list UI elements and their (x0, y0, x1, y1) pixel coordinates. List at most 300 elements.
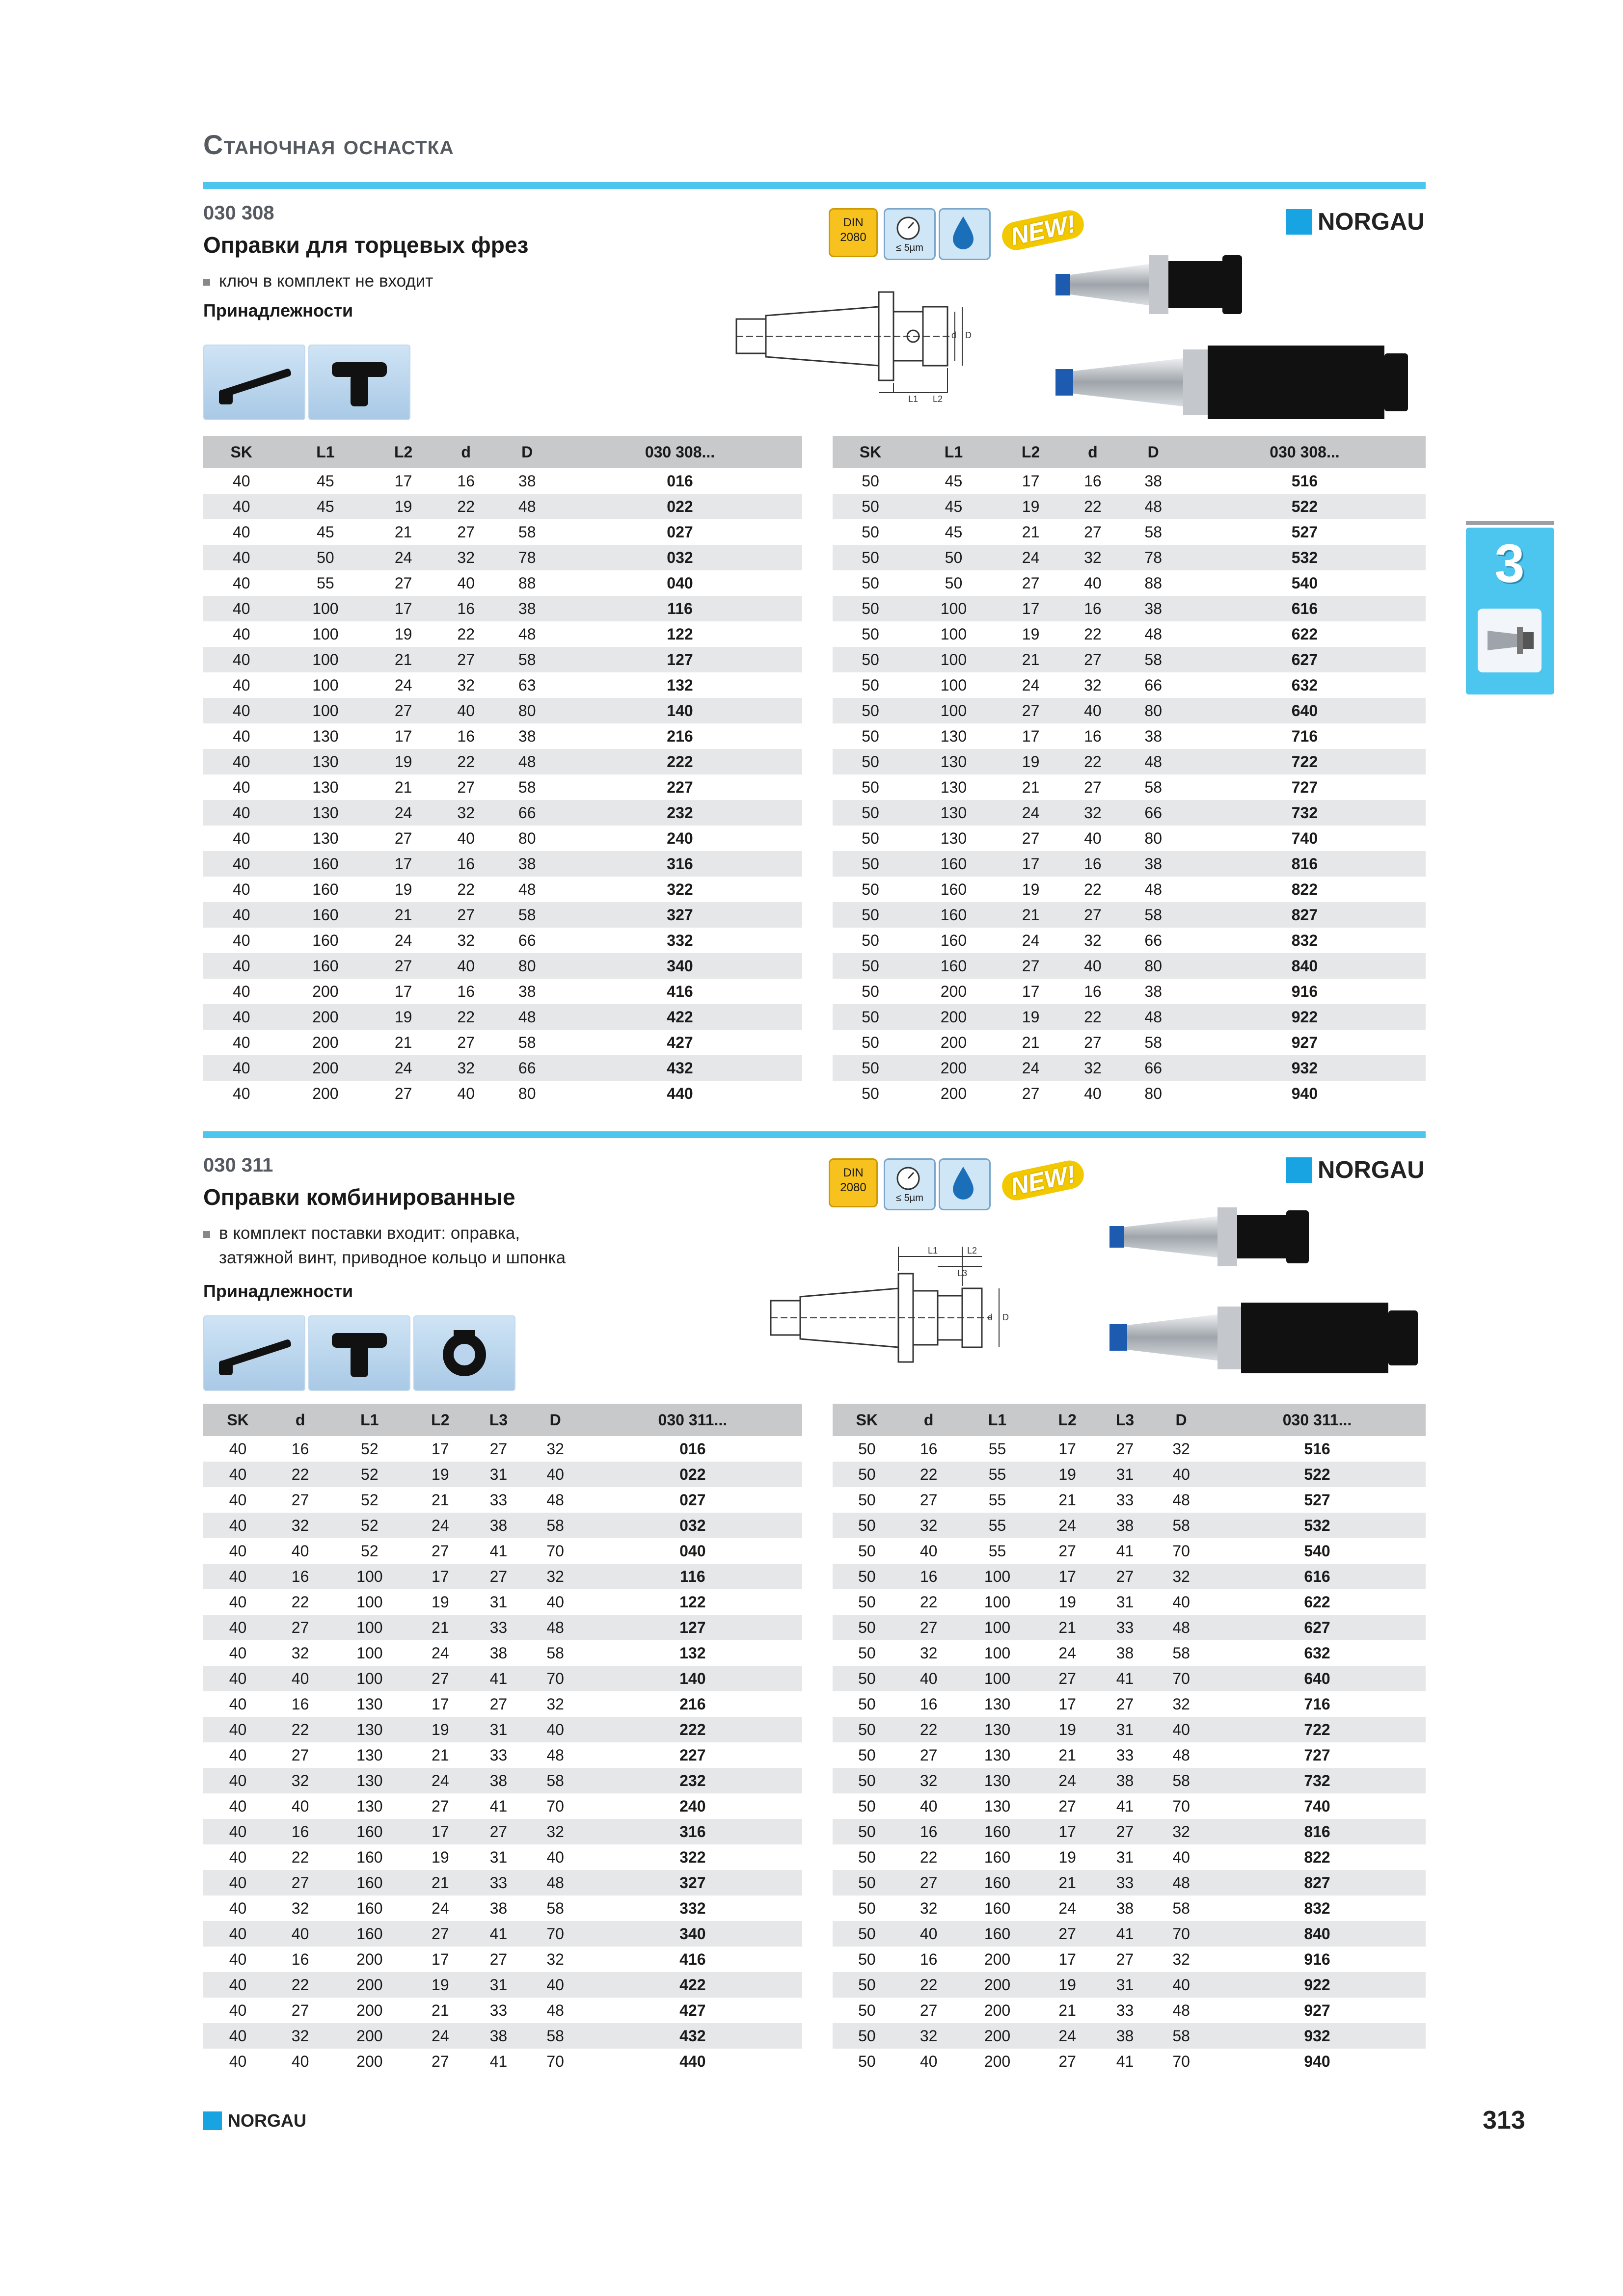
table-cell: 40 (203, 647, 280, 672)
table-cell: 22 (920, 1848, 938, 1866)
brand-square-icon (1286, 1157, 1312, 1183)
table-cell: 16 (435, 596, 497, 621)
article-code-cell: 716 (1304, 1695, 1330, 1713)
table-cell: 32 (291, 1899, 309, 1917)
article-code-cell: 432 (583, 2023, 802, 2049)
table-cell: 22 (435, 1004, 497, 1030)
table-cell: 66 (1144, 931, 1163, 949)
dim-l1-label: L1 (908, 394, 919, 404)
table-cell: 27 (272, 1870, 328, 1896)
table-cell: 40 (1084, 1084, 1102, 1102)
table-cell: 160 (984, 1848, 1011, 1866)
table-row (203, 570, 802, 596)
table-cell: 58 (1123, 647, 1184, 672)
article-code-cell: 332 (667, 931, 693, 949)
table-row (833, 1081, 1426, 1106)
table-row (203, 1819, 802, 1844)
table-row (833, 2023, 1426, 2049)
table-cell: 160 (908, 902, 999, 928)
table-cell: 22 (291, 1848, 309, 1866)
table-cell: 19 (394, 880, 412, 898)
article-code-cell: 627 (1209, 1615, 1426, 1640)
table-cell: 24 (432, 1644, 449, 1662)
table-cell: 38 (1116, 1644, 1134, 1662)
table-cell: 40 (229, 1491, 247, 1509)
table-cell: 40 (232, 982, 250, 1000)
article-code-cell: 327 (583, 1870, 802, 1896)
table-cell: 16 (920, 1950, 938, 1968)
table-cell: 27 (1022, 1084, 1040, 1102)
column-header: 030 308... (1184, 436, 1426, 468)
table-row (833, 545, 1426, 570)
table-cell: 200 (328, 1972, 411, 1998)
table-cell: 40 (1154, 1972, 1209, 1998)
table-cell: 17 (1058, 1695, 1076, 1713)
table-cell: 52 (361, 1542, 379, 1560)
table-row (203, 800, 802, 826)
table-cell: 17 (1022, 727, 1040, 745)
table-cell: 130 (280, 749, 372, 774)
table-cell: 50 (862, 829, 879, 847)
table-cell: 200 (312, 1084, 339, 1102)
din-label: DIN 2080 (840, 1166, 866, 1194)
table-cell: 45 (945, 472, 963, 490)
table-cell: 24 (432, 1899, 449, 1917)
table-cell: 130 (984, 1695, 1011, 1713)
table-cell: 45 (280, 494, 372, 519)
table-row (203, 953, 802, 979)
table-cell: 32 (546, 1950, 564, 1968)
article-code-cell: 116 (558, 596, 802, 621)
article-code-cell: 516 (1291, 472, 1318, 490)
table-row (203, 519, 802, 545)
table-cell: 48 (1144, 625, 1163, 643)
column-header: SK (203, 436, 280, 468)
table-cell: 50 (833, 1819, 901, 1844)
table-cell: 16 (291, 1950, 309, 1968)
table-cell: 100 (956, 1564, 1039, 1589)
table-cell: 22 (291, 1593, 309, 1611)
table-cell: 19 (1038, 1972, 1096, 1998)
spec-table-sk40 (203, 436, 802, 1106)
table-cell: 27 (489, 1440, 508, 1458)
table-cell: 24 (999, 800, 1062, 826)
table-cell: 66 (1144, 676, 1163, 694)
table-header-row (833, 1404, 1426, 1436)
table-cell: 130 (356, 1797, 383, 1815)
table-cell: 58 (1154, 1768, 1209, 1793)
table-cell: 66 (1123, 800, 1184, 826)
article-code-cell: 727 (1304, 1746, 1330, 1764)
column-header: SK (833, 436, 908, 468)
table-cell: 88 (518, 574, 536, 592)
article-code-cell: 722 (1184, 749, 1426, 774)
table-row (833, 1513, 1426, 1538)
column-header: L3 (469, 1404, 528, 1436)
table-cell: 80 (518, 829, 536, 847)
table-cell: 58 (1172, 1899, 1190, 1917)
table-cell: 200 (940, 982, 967, 1000)
column-header: D (1123, 436, 1184, 468)
table-row (833, 928, 1426, 953)
table-cell: 32 (1172, 1695, 1190, 1713)
table-cell: 48 (1123, 749, 1184, 774)
table-row (833, 494, 1426, 519)
table-row (203, 1691, 802, 1717)
table-cell: 17 (1038, 1564, 1096, 1589)
chapter-number: 3 (1494, 534, 1525, 594)
table-cell: 32 (546, 1440, 564, 1458)
table-row (203, 826, 802, 851)
table-cell: 40 (1154, 1717, 1209, 1742)
table-cell: 16 (920, 1695, 938, 1713)
table-cell: 17 (1022, 472, 1040, 490)
table-cell: 200 (356, 1950, 383, 1968)
table-row (203, 1055, 802, 1081)
table-cell: 19 (999, 1004, 1062, 1030)
section-code: 030 308 (203, 202, 274, 224)
table-cell: 40 (901, 1666, 956, 1691)
table-cell: 70 (1172, 1797, 1190, 1815)
article-code-cell: 722 (1209, 1717, 1426, 1742)
table-row (833, 1717, 1426, 1742)
table-cell: 160 (280, 851, 372, 877)
article-code-cell: 027 (667, 523, 693, 541)
table-cell: 58 (1123, 902, 1184, 928)
table-cell: 41 (1116, 1797, 1134, 1815)
table-cell: 50 (833, 2023, 901, 2049)
table-cell: 32 (457, 931, 475, 949)
article-code-cell: 627 (1184, 647, 1426, 672)
table-cell: 160 (312, 931, 339, 949)
technical-drawing (766, 1237, 1060, 1384)
table-cell: 24 (1058, 1644, 1076, 1662)
article-code-cell: 122 (667, 625, 693, 643)
table-cell: 33 (489, 2001, 508, 2019)
table-cell: 58 (1144, 523, 1163, 541)
table-cell: 22 (272, 1717, 328, 1742)
table-row (833, 1564, 1426, 1589)
article-code-cell: 740 (1291, 829, 1318, 847)
table-cell: 40 (229, 1899, 247, 1917)
table-cell: 40 (203, 953, 280, 979)
table-cell: 38 (1123, 596, 1184, 621)
table-cell: 50 (862, 1033, 879, 1051)
article-code-cell: 116 (583, 1564, 802, 1589)
table-cell: 27 (457, 1033, 475, 1051)
table-cell: 66 (496, 1055, 558, 1081)
table-cell: 40 (546, 1848, 564, 1866)
table-cell: 58 (528, 1768, 583, 1793)
article-code-cell: 016 (679, 1440, 706, 1458)
table-cell: 41 (1116, 2052, 1134, 2070)
table-row (203, 1921, 802, 1947)
table-cell: 31 (1096, 1462, 1154, 1487)
table-row (833, 826, 1426, 851)
table-cell: 40 (232, 625, 250, 643)
table-cell: 130 (280, 800, 372, 826)
table-cell: 66 (496, 800, 558, 826)
table-cell: 48 (518, 625, 536, 643)
article-code-cell: 316 (583, 1819, 802, 1844)
table-cell: 22 (1084, 625, 1102, 643)
brand-logo: NORGAU (1286, 208, 1425, 236)
table-cell: 50 (833, 1055, 908, 1081)
table-row (203, 2023, 802, 2049)
table-header-row (833, 436, 1426, 468)
section-divider (203, 1131, 1426, 1138)
table-cell: 19 (371, 494, 435, 519)
table-row (203, 979, 802, 1004)
table-cell: 16 (457, 982, 475, 1000)
table-cell: 19 (411, 1717, 470, 1742)
table-cell: 50 (858, 1848, 876, 1866)
table-cell: 19 (1038, 1717, 1096, 1742)
table-cell: 40 (229, 1644, 247, 1662)
table-cell: 17 (1022, 982, 1040, 1000)
table-cell: 32 (1084, 676, 1102, 694)
table-row (203, 596, 802, 621)
table-cell: 130 (312, 829, 339, 847)
brand-logo: NORGAU (1286, 1156, 1425, 1184)
table-cell: 58 (1154, 2023, 1209, 2049)
table-cell: 40 (229, 1542, 247, 1560)
table-row (203, 1030, 802, 1055)
table-cell: 58 (496, 647, 558, 672)
table-cell: 48 (1123, 1004, 1184, 1030)
table-cell: 27 (272, 1615, 328, 1640)
table-cell: 100 (280, 596, 372, 621)
table-cell: 80 (1144, 1084, 1163, 1102)
table-cell: 40 (229, 2001, 247, 2019)
table-cell: 40 (232, 778, 250, 796)
table-cell: 50 (833, 1564, 901, 1589)
runout-badge (884, 208, 936, 260)
table-cell: 40 (920, 1797, 938, 1815)
table-cell: 24 (1022, 676, 1040, 694)
table-cell: 40 (232, 676, 250, 694)
table-cell: 38 (469, 2023, 528, 2049)
table-cell: 40 (232, 1033, 250, 1051)
article-code-cell: 032 (583, 1513, 802, 1538)
table-cell: 58 (1144, 1033, 1163, 1051)
table-cell: 70 (1172, 2052, 1190, 2070)
table-cell: 40 (232, 931, 250, 949)
table-cell: 17 (1058, 1440, 1076, 1458)
table-cell: 58 (518, 778, 536, 796)
table-row (833, 1768, 1426, 1793)
table-cell: 19 (411, 1972, 470, 1998)
table-cell: 50 (858, 2052, 876, 2070)
article-code-cell: 840 (1184, 953, 1426, 979)
table-cell: 38 (1116, 1899, 1134, 1917)
table-cell: 130 (356, 1695, 383, 1713)
article-code-cell: 616 (1184, 596, 1426, 621)
table-cell: 27 (1058, 1797, 1076, 1815)
table-cell: 80 (1123, 698, 1184, 723)
article-code-cell: 522 (1209, 1462, 1426, 1487)
table-cell: 50 (858, 1542, 876, 1560)
article-code-cell: 840 (1209, 1921, 1426, 1947)
table-cell: 48 (1172, 1746, 1190, 1764)
table-cell: 160 (328, 1921, 411, 1947)
table-cell: 48 (496, 1004, 558, 1030)
table-cell: 52 (328, 1462, 411, 1487)
table-cell: 22 (901, 1462, 956, 1487)
table-cell: 21 (999, 647, 1062, 672)
table-cell: 78 (496, 545, 558, 570)
table-row (203, 1487, 802, 1513)
table-cell: 40 (1084, 574, 1102, 592)
table-cell: 200 (280, 1004, 372, 1030)
table-cell: 50 (833, 1870, 901, 1896)
table-cell: 52 (361, 1491, 379, 1509)
table-cell: 17 (394, 727, 412, 745)
article-code-cell: 816 (1184, 851, 1426, 877)
table-row (833, 877, 1426, 902)
header-rule (203, 182, 1426, 189)
table-cell: 40 (203, 1564, 272, 1589)
new-badge: NEW! (1000, 208, 1087, 253)
table-cell: 40 (457, 829, 475, 847)
table-row (203, 1640, 802, 1666)
table-cell: 24 (411, 1768, 470, 1793)
table-row (833, 800, 1426, 826)
table-cell: 31 (469, 1462, 528, 1487)
table-cell: 200 (312, 1033, 339, 1051)
table-cell: 21 (1022, 778, 1040, 796)
table-cell: 32 (528, 1564, 583, 1589)
article-code-cell: 227 (667, 778, 693, 796)
table-cell: 80 (1123, 953, 1184, 979)
table-cell: 50 (862, 523, 879, 541)
table-row (203, 621, 802, 647)
table-cell: 130 (908, 749, 999, 774)
din-badge (829, 208, 878, 257)
table-cell: 22 (901, 1972, 956, 1998)
table-cell: 22 (1062, 749, 1123, 774)
table-row (833, 468, 1426, 494)
table-cell: 32 (901, 1513, 956, 1538)
table-cell: 50 (833, 1921, 901, 1947)
table-cell: 130 (356, 1746, 383, 1764)
table-row (833, 851, 1426, 877)
table-row (203, 1589, 802, 1615)
table-row (203, 2049, 802, 2074)
table-cell: 50 (833, 851, 908, 877)
table-cell: 38 (496, 851, 558, 877)
table-cell: 48 (1144, 880, 1163, 898)
table-cell: 160 (956, 1819, 1039, 1844)
table-cell: 63 (518, 676, 536, 694)
table-cell: 27 (1058, 1542, 1076, 1560)
table-cell: 32 (1062, 545, 1123, 570)
table-cell: 27 (920, 1746, 938, 1764)
table-cell: 50 (833, 800, 908, 826)
table-cell: 80 (518, 1084, 536, 1102)
table-cell: 22 (457, 625, 475, 643)
table-cell: 58 (496, 902, 558, 928)
article-code-cell: 222 (583, 1717, 802, 1742)
table-row (833, 1998, 1426, 2023)
table-cell: 19 (1022, 880, 1040, 898)
table-cell: 41 (1096, 1921, 1154, 1947)
table-cell: 33 (1116, 1491, 1134, 1509)
table-cell: 21 (394, 1033, 412, 1051)
table-cell: 16 (901, 1819, 956, 1844)
table-cell: 40 (920, 1542, 938, 1560)
column-header: D (1154, 1404, 1209, 1436)
coolant-badge (939, 208, 991, 260)
article-code-cell: 032 (558, 545, 802, 570)
table-cell: 22 (1062, 1004, 1123, 1030)
table-cell: 40 (1154, 1462, 1209, 1487)
table-cell: 41 (489, 2052, 508, 2070)
article-code-cell: 216 (679, 1695, 706, 1713)
article-code-cell: 827 (1184, 902, 1426, 928)
table-cell: 50 (833, 953, 908, 979)
table-row (833, 596, 1426, 621)
table-cell: 32 (546, 1695, 564, 1713)
table-cell: 40 (203, 596, 280, 621)
table-cell: 16 (272, 1564, 328, 1589)
table-cell: 40 (546, 1593, 564, 1611)
runout-label: ≤ 5µm (896, 1193, 923, 1203)
table-cell: 17 (371, 596, 435, 621)
dim-l2-label: L2 (967, 1246, 977, 1255)
table-cell: 21 (432, 1746, 449, 1764)
table-cell: 50 (833, 545, 908, 570)
table-cell: 41 (489, 1542, 508, 1560)
article-code-cell: 422 (558, 1004, 802, 1030)
table-cell: 24 (371, 545, 435, 570)
table-cell: 130 (312, 727, 339, 745)
table-cell: 55 (988, 1542, 1006, 1560)
table-cell: 130 (940, 829, 967, 847)
table-cell: 27 (1096, 1819, 1154, 1844)
table-row (833, 1691, 1426, 1717)
table-cell: 17 (371, 851, 435, 877)
table-cell: 160 (956, 1870, 1039, 1896)
article-code-cell: 127 (558, 647, 802, 672)
table-cell: 160 (328, 1870, 411, 1896)
table-cell: 27 (1084, 523, 1102, 541)
table-cell: 50 (858, 1695, 876, 1713)
table-cell: 27 (1058, 2052, 1076, 2070)
table-cell: 66 (1123, 1055, 1184, 1081)
article-code-cell: 216 (667, 727, 693, 745)
table-row (833, 1538, 1426, 1564)
table-cell: 27 (1116, 1440, 1134, 1458)
table-cell: 24 (411, 2023, 470, 2049)
table-cell: 31 (469, 1717, 528, 1742)
table-cell: 100 (356, 1593, 383, 1611)
table-cell: 40 (203, 1717, 272, 1742)
table-cell: 160 (356, 1899, 383, 1917)
table-cell: 40 (272, 1921, 328, 1947)
table-cell: 40 (232, 727, 250, 745)
table-row (833, 1589, 1426, 1615)
table-cell: 38 (469, 1768, 528, 1793)
table-row (833, 902, 1426, 928)
section-title: Оправки комбинированные (203, 1184, 515, 1210)
article-code-cell: 816 (1209, 1819, 1426, 1844)
table-cell: 16 (291, 1695, 309, 1713)
table-cell: 33 (489, 1746, 508, 1764)
table-cell: 130 (984, 1746, 1011, 1764)
table-cell: 40 (203, 1055, 280, 1081)
table-cell: 50 (858, 1899, 876, 1917)
